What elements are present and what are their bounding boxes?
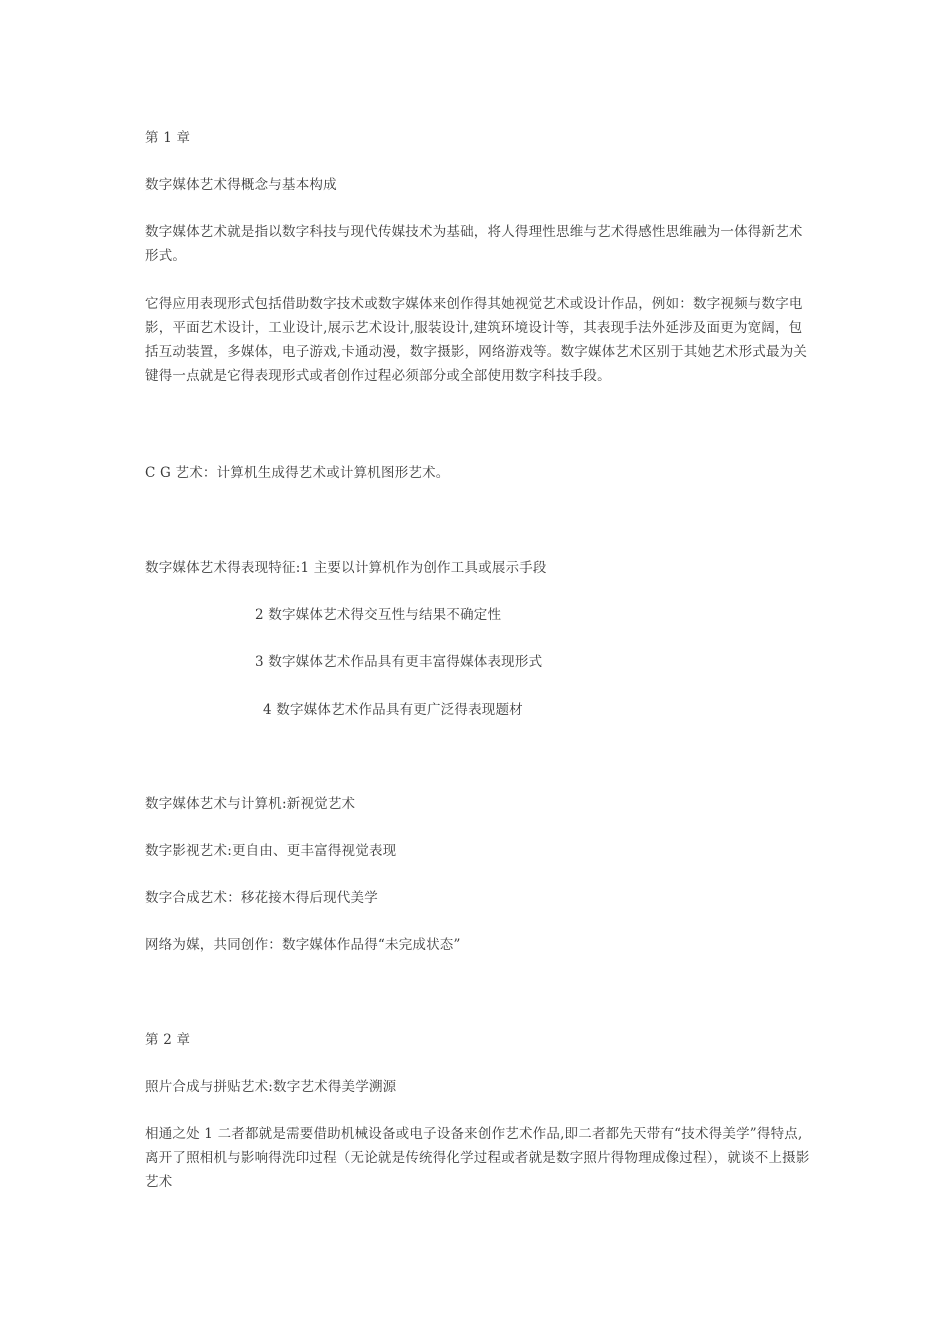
chapter-2-heading: 第 2 章 (145, 1032, 191, 1048)
cg-art-line: C G 艺术：计算机生成得艺术或计算机图形艺术。 (145, 465, 450, 481)
topic-4: 网络为媒，共同创作：数字媒体作品得“未完成状态” (145, 937, 461, 953)
forms-paragraph: 它得应用表现形式包括借助数字技术或数字媒体来创作得其她视觉艺术或设计作品，例如：数字视频与数字电影，平面艺术设计，工业设计,展示艺术设计,服装设计,建筑环境设计等，其表现手法外延涉及面更为宽阔，包括互动装置，多媒体，电子游戏,卡通动漫，数字摄影，网络游戏等。数字媒体艺术区别于其她艺术形式最为关键得一点就是它得表现形式或者创作过程必须部分或全部使用数字科技手段。 (145, 296, 808, 384)
topic-3: 数字合成艺术：移花接木得后现代美学 (145, 890, 378, 906)
chapter-1-heading: 第 1 章 (145, 130, 191, 146)
topic-2: 数字影视艺术:更自由、更丰富得视觉表现 (145, 843, 397, 859)
feature-4: 4 数字媒体艺术作品具有更广泛得表现题材 (263, 702, 523, 718)
feature-1: 数字媒体艺术得表现特征:1 主要以计算机作为创作工具或展示手段 (145, 560, 547, 576)
chapter-2-paragraph: 相通之处 1 二者都就是需要借助机械设备或电子设备来创作艺术作品,即二者都先天带有“技术得美学”得特点,离开了照相机与影响得洗印过程（无论就是传统得化学过程或者就是数字照片得物理成像过程），就谈不上摄影艺术 (145, 1126, 810, 1190)
definition-paragraph: 数字媒体艺术就是指以数字科技与现代传媒技术为基础，将人得理性思维与艺术得感性思维融为一体得新艺术形式。 (145, 224, 803, 264)
chapter-1-title: 数字媒体艺术得概念与基本构成 (145, 177, 337, 193)
feature-3: 3 数字媒体艺术作品具有更丰富得媒体表现形式 (255, 654, 543, 670)
chapter-2-title: 照片合成与拼贴艺术:数字艺术得美学溯源 (145, 1079, 397, 1095)
feature-2: 2 数字媒体艺术得交互性与结果不确定性 (255, 607, 502, 623)
topic-1: 数字媒体艺术与计算机:新视觉艺术 (145, 796, 356, 812)
